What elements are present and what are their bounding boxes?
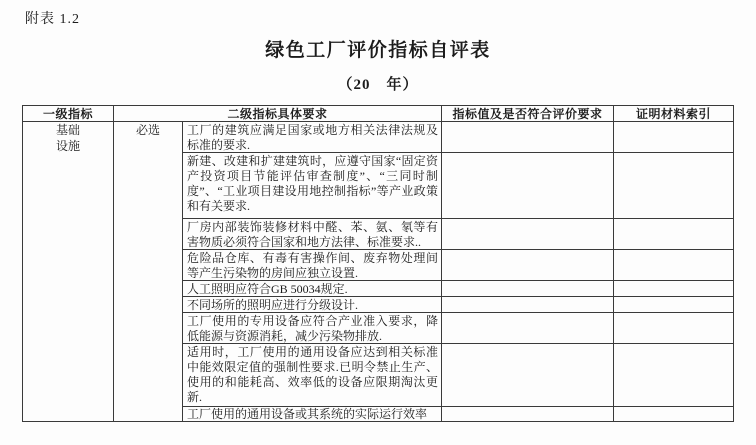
appendix-label: 附表 1.2 [25,12,80,27]
table-row [23,122,734,153]
header-evidence-index: 证明材料索引 [614,106,734,122]
indicator-value-cell [442,281,614,297]
indicator-value-cell [442,122,614,153]
evidence-index-cell [614,122,734,153]
requirement-cell [183,297,442,313]
header-indicator-value: 指标值及是否符合评价要求 [442,106,614,122]
requirement-cell [183,313,442,344]
evidence-index-cell [614,281,734,297]
requirement-cell [183,344,442,407]
requirement-cell [183,407,442,422]
requirement-text: 工厂使用的专用设备应符合产业准入要求，降低能源与资源消耗，减少污染物排放. [187,314,439,343]
requirement-cell [183,281,442,297]
category-basic-facilities: 基础 设施 [23,122,114,422]
indicator-value-cell [442,344,614,407]
evidence-index-cell [614,344,734,407]
requirement-text: 工厂使用的通用设备或其系统的实际运行效率 [187,407,428,421]
requirement-cell [183,122,442,153]
indicator-value-cell [442,250,614,281]
header-level2-requirements: 二级指标具体要求 [114,106,442,122]
indicator-value-cell [442,297,614,313]
evidence-index-cell [614,407,734,422]
indicator-value-cell [442,153,614,219]
evidence-index-cell [614,313,734,344]
evidence-index-cell [614,297,734,313]
evidence-index-cell [614,153,734,219]
requirement-text: 厂房内部装饰装修材料中醛、苯、氨、氡等有害物质必须符合国家和地方法律、标准要求.. [187,220,439,249]
requirement-text: 新建、改建和扩建建筑时，应遵守国家“固定资产投资项目节能评估审查制度”、“三同时制度”、“工业项目建设用地控制指标”等产业政策和有关要求. [187,154,439,213]
requirement-cell [183,250,442,281]
page-title: 绿色工厂评价指标自评表 [265,40,491,61]
evidence-index-cell [614,219,734,250]
requirement-text: 工厂的建筑应满足国家或地方相关法律法规及标准的要求. [187,123,439,152]
selection-required: 必选 [114,122,183,422]
requirement-text: 适用时，工厂使用的通用设备应达到相关标准中能效限定值的强制性要求.已明令禁止生产、使用的和能耗高、效率低的设备应限期淘汰更新. [187,345,439,404]
indicator-value-cell [442,219,614,250]
evidence-index-cell [614,250,734,281]
requirement-cell [183,219,442,250]
requirement-text: 人工照明应符合GB 50034规定. [187,282,348,296]
requirement-text: 不同场所的照明应进行分级设计. [187,298,359,312]
indicator-value-cell [442,313,614,344]
header-level1-indicator: 一级指标 [23,106,114,122]
year-subtitle: （20 年） [337,77,419,93]
requirement-text: 危险品仓库、有毒有害操作间、废弃物处理间等产生污染物的房间应独立设置. [187,251,439,280]
requirement-cell [183,153,442,219]
indicator-value-cell [442,407,614,422]
table-header-row [23,106,734,122]
evaluation-table [22,105,734,422]
